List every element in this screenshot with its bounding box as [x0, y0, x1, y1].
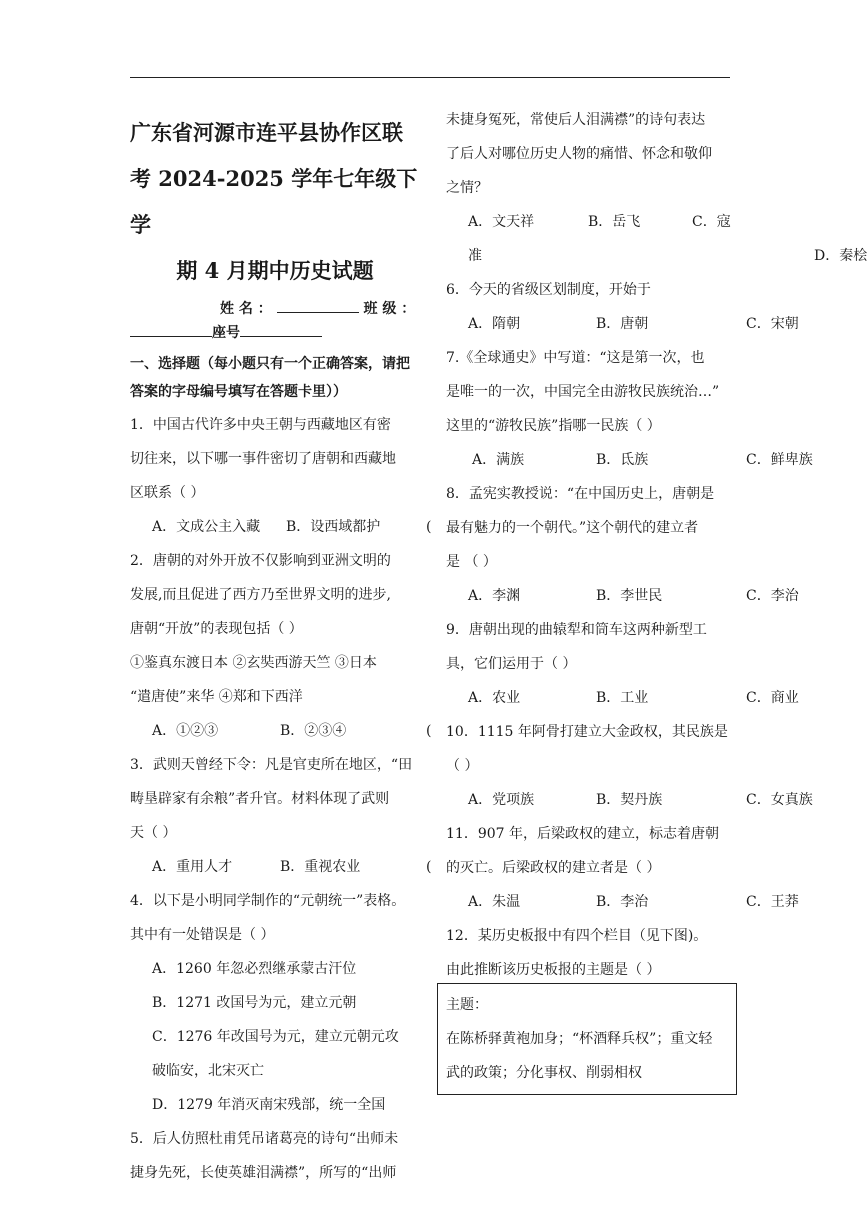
question-2: [130, 544, 432, 748]
q9-option-a[interactable]: A．农业: [468, 690, 521, 706]
q4-option-d[interactable]: D．1279 年消灭南宋残部，统一全国: [152, 1097, 386, 1113]
right-column: [446, 103, 867, 987]
q5-option-b[interactable]: B．岳飞: [588, 214, 641, 230]
q5-line: 未捷身冤死，常使后人泪满襟”的诗句表达: [446, 112, 706, 128]
blackboard-topic-box: [437, 983, 737, 1095]
q1-option-c-cut: (: [426, 519, 432, 535]
q6-option-b[interactable]: B．唐朝: [596, 316, 649, 332]
q9-option-b[interactable]: B．工业: [596, 690, 649, 706]
title-line-1: 广东省河源市连平县协作区联: [130, 120, 403, 145]
seat-label: 座号: [212, 325, 240, 341]
q5-line: 之情？: [446, 180, 488, 196]
q12-line: 12．某历史板报中有四个栏目（见下图)。: [446, 928, 708, 944]
q11-line: 的灭亡。后梁政权的建立者是（ ）: [446, 860, 661, 876]
section-heading: 一、选择题（每小题只有一个正确答案，请把答案的字母编号填写在答题卡里））: [130, 356, 410, 400]
q2-line: 2．唐朝的对外开放不仅影响到亚洲文明的: [130, 553, 391, 569]
question-11: [446, 817, 799, 919]
q4-option-b[interactable]: B．1271 改国号为元，建立元朝: [152, 995, 357, 1011]
q9-line: 9．唐朝出现的曲辕犁和筒车这两种新型工: [446, 622, 707, 638]
box-line: 武的政策；分化事权、削弱相权: [446, 1065, 642, 1081]
q8-option-b[interactable]: B．李世民: [596, 588, 663, 604]
q10-option-c[interactable]: C．女真族: [746, 792, 813, 808]
question-12: [446, 919, 746, 987]
q2-line: 唐朝“开放”的表现包括（ ）: [130, 621, 303, 637]
seat-field[interactable]: [240, 320, 322, 337]
question-7: [446, 341, 813, 477]
question-6: [446, 273, 799, 341]
q5-line: 捷身先死，长使英雄泪满襟”，所写的“出师: [130, 1165, 397, 1181]
question-9: [446, 613, 799, 715]
q5-line: 了后人对哪位历史人物的痛惜、怀念和敬仰: [446, 146, 712, 162]
q6-line: 6．今天的省级区划制度，开始于: [446, 282, 651, 298]
q11-option-b[interactable]: B．李治: [596, 894, 649, 910]
q4-line: 其中有一处错误是（ ）: [130, 927, 275, 943]
q10-option-a[interactable]: A．党项族: [468, 792, 535, 808]
box-line: 在陈桥驿黄袍加身；“杯酒释兵权”；重文轻: [446, 1031, 713, 1047]
q1-line: 切往来，以下哪一事件密切了唐朝和西藏地: [130, 451, 396, 467]
q10-option-b[interactable]: B．契丹族: [596, 792, 663, 808]
q4-option-c-cont: 破临安，北宋灭亡: [152, 1063, 264, 1079]
question-5-cont: [446, 103, 867, 273]
class-label: 班 级 ：: [363, 301, 416, 317]
q9-line: 具，它们运用于（ ）: [446, 656, 577, 672]
q7-line: 是唯一的一次，中国完全由游牧民族统治…”: [446, 384, 720, 400]
q2-option-c-cut: (: [426, 723, 432, 739]
q2-option-a[interactable]: A．①②③: [152, 723, 219, 739]
q6-option-a[interactable]: A．隋朝: [468, 316, 521, 332]
q2-line: “遣唐使”来华 ④郑和下西洋: [130, 689, 303, 705]
q7-option-c[interactable]: C．鲜卑族: [746, 452, 813, 468]
left-column: [130, 110, 432, 1190]
student-info: [130, 296, 420, 344]
title-line-2: 考 2024-2025 学年七年级下学: [130, 166, 418, 237]
q5-line: 5．后人仿照杜甫凭吊诸葛亮的诗句“出师未: [130, 1131, 399, 1147]
q3-option-c-cut: (: [426, 859, 432, 875]
q7-line: 这里的“游牧民族”指哪一民族（ ）: [446, 418, 661, 434]
q2-line: ①鉴真东渡日本 ②玄奘西游天竺 ③日本: [130, 655, 377, 671]
q4-option-c[interactable]: C．1276 年改国号为元，建立元朝元攻: [152, 1029, 399, 1045]
question-1: [130, 408, 432, 544]
q4-line: 4．以下是小明同学制作的“元朝统一”表格。: [130, 893, 406, 909]
name-label: 姓 名 ：: [220, 301, 272, 317]
name-field[interactable]: [277, 296, 359, 313]
q5-option-d[interactable]: D．秦桧: [814, 248, 867, 264]
q5-option-a[interactable]: A．文天祥: [468, 214, 535, 230]
q10-line: （ ）: [446, 758, 479, 774]
q4-option-a[interactable]: A．1260 年忽必烈继承蒙古汗位: [152, 961, 357, 977]
q7-line: 7.《全球通史》中写道：“这是第一次，也: [446, 350, 705, 366]
q3-line: 畴垦辟家有余粮”者升官。材料体现了武则: [130, 791, 390, 807]
q1-line: 1．中国古代许多中央王朝与西藏地区有密: [130, 417, 391, 433]
exam-title: [130, 110, 420, 294]
q8-line: 最有魅力的一个朝代。”这个朝代的建立者: [446, 520, 699, 536]
q11-option-a[interactable]: A．朱温: [468, 894, 521, 910]
q8-line: 是 （ ）: [446, 554, 497, 570]
q1-option-a[interactable]: A．文成公主入藏: [152, 519, 261, 535]
question-3: [130, 748, 432, 884]
q7-option-b[interactable]: B．氐族: [596, 452, 649, 468]
q8-option-c[interactable]: C．李治: [746, 588, 799, 604]
box-heading: 主题：: [446, 997, 488, 1013]
q9-option-c[interactable]: C．商业: [746, 690, 799, 706]
q11-line: 11．907 年，后梁政权的建立，标志着唐朝: [446, 826, 719, 842]
title-line-3: 期 4 月期中历史试题: [176, 258, 374, 283]
q1-line: 区联系（ ）: [130, 485, 205, 501]
q2-option-b[interactable]: B．②③④: [280, 723, 347, 739]
header-rule: [130, 77, 730, 78]
q3-option-b[interactable]: B．重视农业: [280, 859, 361, 875]
q3-option-a[interactable]: A．重用人才: [152, 859, 233, 875]
q8-option-a[interactable]: A．李渊: [468, 588, 521, 604]
q2-line: 发展,而且促进了西方乃至世界文明的进步,: [130, 587, 391, 603]
q6-option-c[interactable]: C．宋朝: [746, 316, 799, 332]
q5-option-c[interactable]: C．寇: [692, 214, 731, 230]
q10-line: 10．1115 年阿骨打建立大金政权，其民族是: [446, 724, 728, 740]
q8-line: 8．孟宪实教授说：“在中国历史上，唐朝是: [446, 486, 715, 502]
question-10: [446, 715, 813, 817]
q7-option-a[interactable]: A．满族: [472, 452, 525, 468]
question-4: [130, 884, 420, 1122]
q11-option-c[interactable]: C．王莽: [746, 894, 799, 910]
q12-line: 由此推断该历史板报的主题是（ ）: [446, 962, 661, 978]
q3-line: 天（ ）: [130, 825, 177, 841]
q1-option-b[interactable]: B．设西域都护: [286, 519, 381, 535]
q3-line: 3．武则天曾经下令：凡是官吏所在地区，“田: [130, 757, 413, 773]
q5-option-c-cont: 准: [468, 248, 482, 264]
question-8: [446, 477, 799, 613]
class-field[interactable]: [130, 320, 212, 337]
question-5-start: [130, 1122, 420, 1190]
